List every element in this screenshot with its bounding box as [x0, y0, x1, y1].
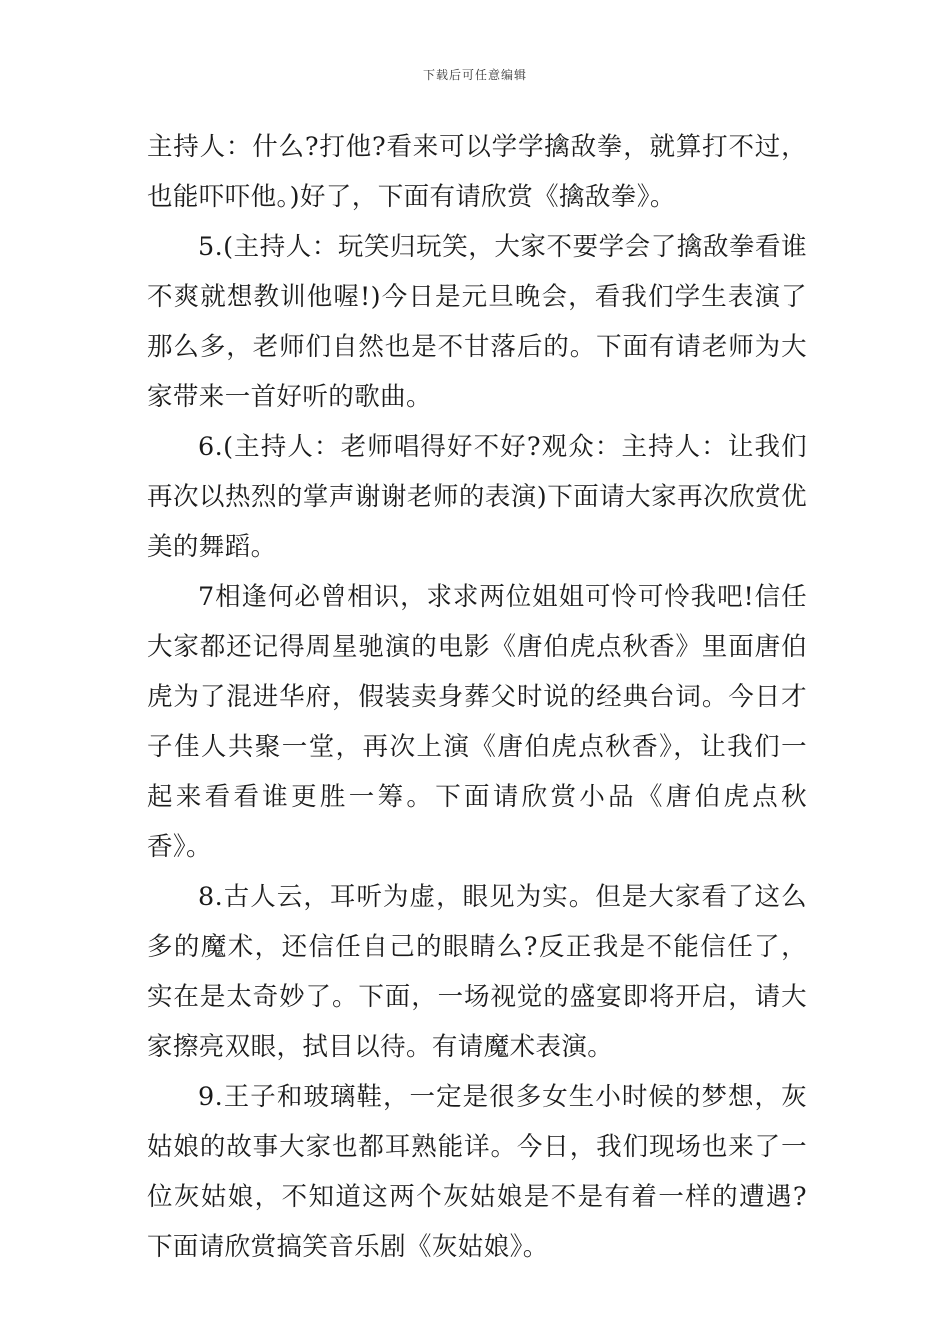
paragraph-3: 6.(主持人：老师唱得好不好?观众：主持人：让我们再次以热烈的掌声谢谢老师的表演)下面请大家再次欣赏优美的舞蹈。	[147, 432, 807, 562]
paragraph-1: 主持人：什么?打他?看来可以学学擒敌拳，就算打不过，也能吓吓他。)好了，下面有请欣赏《擒敌拳》。	[147, 132, 807, 212]
paragraph-5: 8.古人云，耳听为虚，眼见为实。但是大家看了这么多的魔术，还信任自己的眼睛么?反正我是不能信任了，实在是太奇妙了。下面，一场视觉的盛宴即将开启，请大家擦亮双眼，拭目以待。有请魔术表演。	[147, 882, 807, 1062]
document-body	[147, 122, 807, 1272]
paragraph-6: 9.王子和玻璃鞋，一定是很多女生小时候的梦想，灰姑娘的故事大家也都耳熟能详。今日，我们现场也来了一位灰姑娘，不知道这两个灰姑娘是不是有着一样的遭遇?下面请欣赏搞笑音乐剧《灰姑娘》。	[147, 1082, 807, 1262]
paragraph-2: 5.(主持人：玩笑归玩笑，大家不要学会了擒敌拳看谁不爽就想教训他喔!)今日是元旦晚会，看我们学生表演了那么多，老师们自然也是不甘落后的。下面有请老师为大家带来一首好听的歌曲。	[147, 232, 807, 412]
paragraph-4: 7相逢何必曾相识，求求两位姐姐可怜可怜我吧!信任大家都还记得周星驰演的电影《唐伯虎点秋香》里面唐伯虎为了混进华府，假装卖身葬父时说的经典台词。今日才子佳人共聚一堂，再次上演《唐伯虎点秋香》，让我们一起来看看谁更胜一筹。下面请欣赏小品《唐伯虎点秋香》。	[147, 582, 807, 862]
header-note: 下载后可任意编辑	[422, 68, 527, 82]
